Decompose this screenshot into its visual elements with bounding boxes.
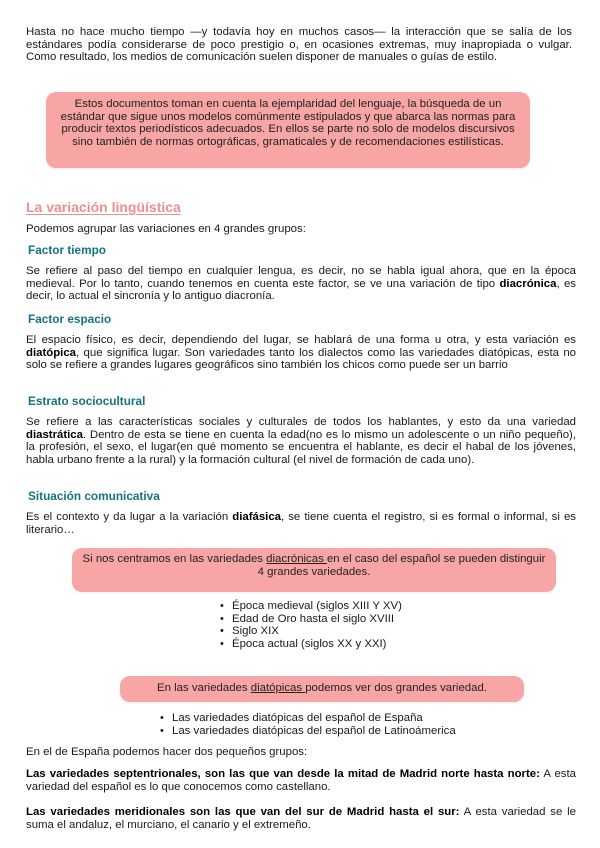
term-diatopica: diatópica [26,346,77,359]
callout-diatopicas-after: podemos ver dos grandes variedad. [305,682,487,694]
heading-estrato-sociocultural: Estrato sociocultural [28,394,146,408]
callout-diatopicas [120,676,524,702]
bullet-icon: • [160,712,164,724]
bullet-icon: • [160,724,164,737]
callout-diatopicas-text [128,682,516,695]
section-intro: Podemos agrupar las variaciones en 4 grandes grupos: [26,223,306,235]
factor-espacio-text-end: , que significa lugar. Son variedades tanto los dialectos como las variedades diatópicas, esta no solo se refiere a grandes lugares geográficos sino también los chicos como puede ser un barrio [26,346,576,372]
bullet-icon: • [220,612,224,625]
callout-diatopicas-underlined: diatópicas [250,682,306,694]
term-diastratica: diastrática [26,428,83,441]
meridionales-text: A esta variedad se le suma el andaluz, el murciano, el canario y el extremeño. [26,806,576,831]
factor-tiempo-text-end: , es decir, lo actual el sincronía y lo antiguo diacronía. [26,277,576,303]
term-diafasica: diafásica [232,511,281,523]
list-diacronicas [220,600,402,650]
paragraph-meridionales [26,806,576,831]
paragraph-situacion-comunicativa [26,511,576,536]
callout-diacronicas-text [80,553,548,578]
term-meridionales: Las variedades meridionales son las que van del sur de Madrid hasta el sur: [26,806,460,818]
heading-factor-tiempo: Factor tiempo [28,243,106,257]
term-septentrionales: Las variedades septentrionales, son las que van desde la mitad de Madrid norte hasta norte: [26,768,540,780]
list-diatopicas [160,712,456,737]
paragraph-septentrionales [26,768,576,793]
list-item: • Época actual (siglos XX y XXI) [220,637,387,650]
factor-tiempo-text: Se refiere al paso del tiempo en cualquier lengua, es decir, no se habla igual ahora, que en la época medieval. Por lo tanto, cuando tenemos en cuenta este factor, se ve una variación de tipo [26,265,576,290]
intro-paragraph: Hasta no hace mucho tiempo —y todavía hoy en muchos casos— la interacción que se salía de los estándares podía considerarse de poco prestigio o, en ocasiones extremas, muy inapropiada o vulgar. Como resultado, los medios de comunicación suelen disponer de manuales o guías de estilo. [26,26,572,64]
callout-diacronicas-underlined: diacrónicas [266,553,327,565]
callout-style-guides [46,92,530,168]
callout-style-guides-text: Estos documentos toman en cuenta la ejemplaridad del lenguaje, la búsqueda de un estándar que sigue unos modelos comúnmente estipulados y que abarca las normas para producir textos periodísticos adecuados. En ellos se parte no solo de modelos discursivos sino también de normas ortográficas, gramaticales y de recomendaciones estilísticas. [60,98,516,148]
list-item: • Edad de Oro hasta el siglo XVIII [220,612,395,625]
bullet-icon: • [220,637,224,650]
callout-diatopicas-before: En las variedades [157,682,251,694]
situacion-text: Es el contexto y da lugar a la variación [26,511,233,523]
callout-diacronicas-before: Si nos centramos en las variedades [82,553,267,565]
list-item: • Siglo XIX [220,625,279,638]
bullet-icon: • [220,600,224,612]
list-item: • Las variedades diatópicas del español de España [160,712,423,724]
septentrionales-text: A esta variedad del español es lo que conocemos como castellano. [26,768,576,793]
paragraph-factor-tiempo [26,265,576,303]
heading-factor-espacio: Factor espacio [28,312,112,326]
estrato-text-end: . Dentro de esta se tiene en cuenta la edad(no es lo mismo un adolescente o un niño pequeño), la profesión, el sexo, el lugar(en qué momento se encuentra el hablante, es decir el habal de los jóvenes, habla urbano frente a la rural) y la formación cultural (el nivel de formación de cada uno). [26,428,576,466]
list-item: • Época medieval (siglos XIII Y XV) [220,600,402,612]
section-title: La variación lingüística [26,199,181,215]
espana-intro: En el de España podemos hacer dos pequeños grupos: [26,746,308,758]
bullet-icon: • [220,625,224,638]
callout-diacronicas [72,548,556,592]
paragraph-estrato-sociocultural [26,416,576,466]
estrato-text: Se refiere a las características sociales y culturales de todos los hablantes, y esto da una variedad [26,416,576,428]
callout-diacronicas-after: en el caso del español se pueden distinguir 4 grandes variedades. [257,553,546,578]
heading-situacion-comunicativa: Situación comunicativa [28,489,160,503]
paragraph-factor-espacio [26,334,576,372]
factor-espacio-text: El espacio físico, es decir, dependiendo del lugar, se hablará de una forma u otra, y esta variación es [26,334,576,346]
situacion-text-end: , se tiene cuenta el registro, si es formal o informal, si es literario… [26,511,576,536]
list-item: • Las variedades diatópicas del español de Latinoámerica [160,724,456,737]
term-diacronica: diacrónica [499,277,557,290]
